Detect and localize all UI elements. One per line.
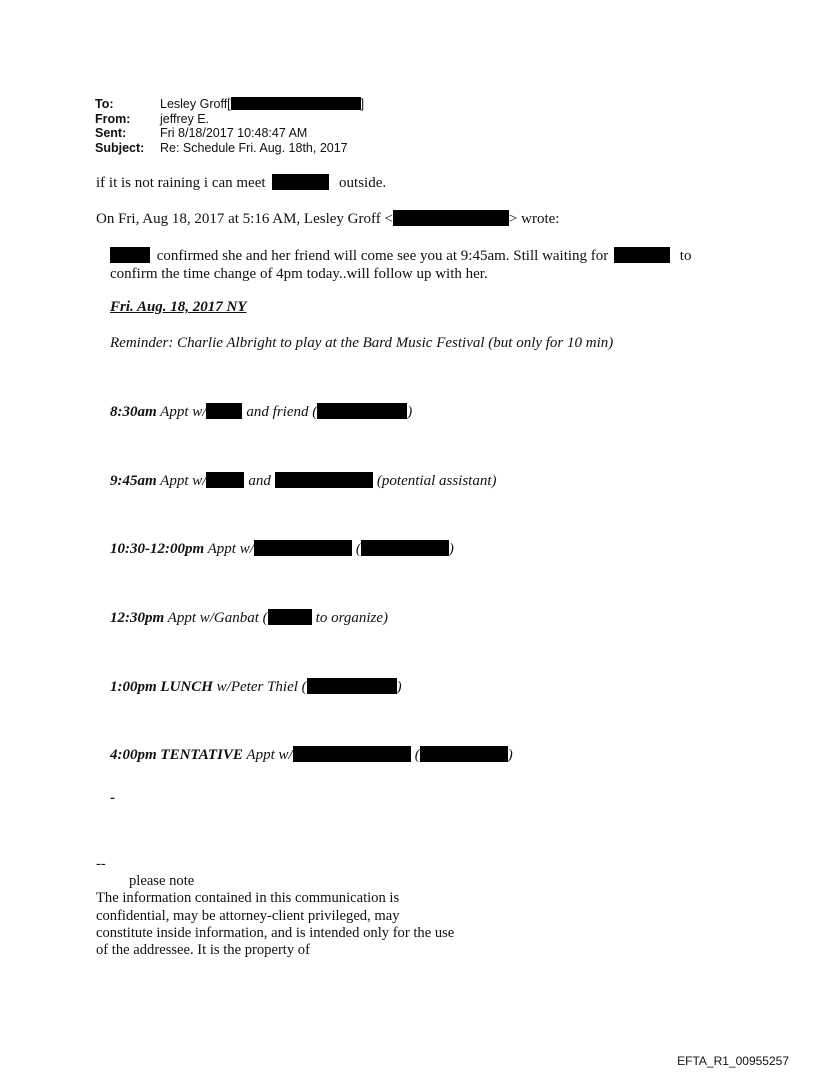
schedule-text: Appt w/ <box>246 747 293 763</box>
sent-label: Sent: <box>95 126 127 141</box>
quote-intro-text: On Fri, Aug 18, 2017 at 5:16 AM, Lesley Groff < <box>96 211 393 227</box>
reply-text-end: outside. <box>339 175 387 191</box>
from-label: From: <box>95 111 131 126</box>
reply-text: if it is not raining i can meet <box>96 175 266 191</box>
sent-row <box>95 126 364 141</box>
subject-label: Subject: <box>95 140 145 155</box>
schedule-text: ( <box>355 541 361 557</box>
schedule-time: 10:30-12:00pm <box>110 541 205 557</box>
schedule-text: to organize) <box>315 610 389 626</box>
redaction-block <box>206 472 244 488</box>
subject-value: Re: Schedule Fri. Aug. 18th, 2017 <box>160 140 348 155</box>
quote-intro <box>96 210 559 228</box>
schedule-item <box>110 746 513 764</box>
schedule-item <box>110 403 412 421</box>
redaction-block <box>614 247 670 263</box>
schedule-item <box>110 540 454 558</box>
quoted-body <box>110 247 691 283</box>
schedule-text: Appt w/ <box>160 473 207 489</box>
schedule-time: 4:00pm TENTATIVE <box>110 747 243 763</box>
subject-row <box>95 141 364 156</box>
schedule-time: 8:30am <box>110 404 157 420</box>
redaction-block <box>110 247 150 263</box>
document-id: EFTA_R1_00955257 <box>677 1054 789 1068</box>
quoted-text-end: to <box>679 248 692 264</box>
redaction-block <box>275 472 373 488</box>
redaction-block <box>293 746 411 762</box>
quoted-text: confirmed she and her friend will come see you at 9:45am. Still waiting for <box>156 248 609 264</box>
schedule-text: w/Peter Thiel ( <box>216 679 307 695</box>
schedule-time: 1:00pm LUNCH <box>110 679 213 695</box>
schedule-item <box>110 609 388 627</box>
schedule-text: Appt w/ <box>160 404 207 420</box>
reply-line <box>96 174 386 192</box>
schedule-time: 12:30pm <box>110 610 165 626</box>
to-label: To: <box>95 97 114 111</box>
schedule-date-heading: Fri. Aug. 18, 2017 NY <box>110 299 247 315</box>
footer-separator: -- <box>96 856 106 872</box>
schedule-text: ) <box>396 679 402 695</box>
redaction-block <box>268 609 312 625</box>
schedule-text: and friend ( <box>246 404 318 420</box>
redaction-block <box>254 540 352 556</box>
footer-note: please note <box>129 873 195 890</box>
sent-value: Fri 8/18/2017 10:48:47 AM <box>160 126 308 141</box>
redaction-block <box>272 174 329 190</box>
list-bullet: - <box>110 790 115 806</box>
redaction-block <box>420 746 508 762</box>
schedule-item <box>110 678 402 696</box>
schedule-text: ( <box>414 747 420 763</box>
redaction-block <box>231 97 361 110</box>
redaction-block <box>317 403 407 419</box>
from-value: jeffrey E. <box>160 111 210 126</box>
schedule-text: and <box>248 473 271 489</box>
redaction-block <box>393 210 509 226</box>
footer-disclaimer <box>96 856 456 959</box>
quote-intro-end: > wrote: <box>508 211 560 227</box>
from-row <box>95 112 364 127</box>
schedule-text: (potential assistant) <box>376 473 497 489</box>
quoted-line-1 <box>110 247 691 265</box>
to-value: Lesley Groff[ <box>160 97 231 111</box>
quoted-line-2: confirm the time change of 4pm today..will follow up with her. <box>110 266 488 282</box>
email-header <box>95 97 364 155</box>
schedule-text: Appt w/ <box>207 541 254 557</box>
schedule-text: ) <box>507 747 513 763</box>
footer-disclaimer-text: The information contained in this communication is confidential, may be attorney-client privileged, may constitute inside information, and is intended only for the use of the addressee. It is the property of <box>96 890 455 959</box>
schedule-item <box>110 472 497 490</box>
redaction-block <box>361 540 449 556</box>
schedule-text: ) <box>407 404 413 420</box>
schedule-text: Appt w/Ganbat ( <box>167 610 268 626</box>
redaction-block <box>206 403 242 419</box>
schedule-time: 9:45am <box>110 473 157 489</box>
to-suffix: ] <box>360 97 365 111</box>
schedule-reminder: Reminder: Charlie Albright to play at the Bard Music Festival (but only for 10 min) <box>110 335 614 351</box>
schedule-text: ) <box>448 541 454 557</box>
to-row <box>95 97 364 112</box>
redaction-block <box>307 678 397 694</box>
